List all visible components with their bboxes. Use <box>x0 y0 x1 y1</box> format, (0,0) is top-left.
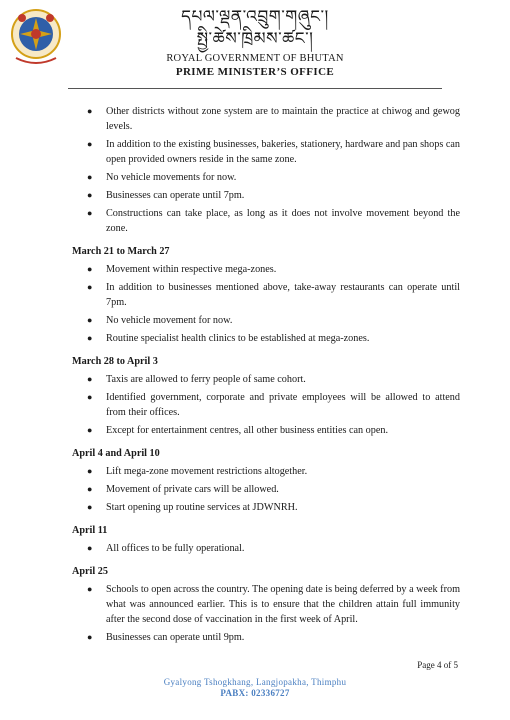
list-item: ● Schools to open across the country. The opening date is being deferred by a week from what was announced earlier. This is to ensure that the children attain full immunity after the second dose of vaccination in the first week of April. <box>87 584 460 625</box>
header-divider <box>68 88 442 89</box>
list-item: ● No vehicle movement for now. <box>87 315 233 326</box>
list-item: ● Businesses can operate until 7pm. <box>87 190 245 201</box>
bullet-dot: ● <box>87 172 93 182</box>
bullet-dot: ● <box>87 632 93 642</box>
document-body <box>72 104 460 648</box>
footer-address: Gyalyong Tshogkhang, Langjopakha, Thimphu <box>163 677 347 687</box>
bullet-dot: ● <box>87 392 93 402</box>
section-list <box>72 262 460 346</box>
bullet-dot: ● <box>87 374 93 384</box>
list-item: ● Identified government, corporate and private employees will be allowed to attend from their offices. <box>87 392 460 418</box>
government-name: ROYAL GOVERNMENT OF BHUTAN <box>166 53 344 64</box>
list-item: ● In addition to businesses mentioned above, take-away restaurants can operate until 7pm. <box>87 282 460 308</box>
bullet-dot: ● <box>87 315 93 325</box>
list-item: ● Routine specialist health clinics to be established at mega-zones. <box>87 333 370 344</box>
bullet-dot: ● <box>87 106 93 116</box>
section-title: March 28 to April 3 <box>72 356 158 367</box>
section-title: April 25 <box>72 566 108 577</box>
bullet-dot: ● <box>87 190 93 200</box>
section-title: April 11 <box>72 525 108 536</box>
bullet-dot: ● <box>87 264 93 274</box>
list-item: ● Movement within respective mega-zones. <box>87 264 277 275</box>
footer <box>0 677 510 699</box>
section-list <box>72 372 460 438</box>
bullet-dot: ● <box>87 333 93 343</box>
section-list <box>72 464 460 515</box>
bullet-dot: ● <box>87 584 93 594</box>
section-list <box>72 541 460 556</box>
section-list <box>72 582 460 645</box>
bullet-dot: ● <box>87 466 93 476</box>
section-title: April 4 and April 10 <box>72 448 160 459</box>
list-item: ● Constructions can take place, as long as it does not involve movement beyond the zone. <box>87 208 460 234</box>
dzongkha-subtitle: སྤྱི་ཚེས་ཁྲིམས་ཚང་། <box>196 29 314 49</box>
list-item: ● Movement of private cars will be allowed. <box>87 484 279 495</box>
section-title: March 21 to March 27 <box>72 246 170 257</box>
list-item: ● Other districts without zone system are to maintain the practice at chiwog and gewog levels. <box>87 106 460 132</box>
intro-list <box>72 104 460 236</box>
bullet-dot: ● <box>87 543 93 553</box>
bullet-dot: ● <box>87 208 93 218</box>
bullet-dot: ● <box>87 425 93 435</box>
list-item: ● All offices to be fully operational. <box>87 543 245 554</box>
letterhead <box>0 6 510 79</box>
office-name: PRIME MINISTER’S OFFICE <box>175 66 335 78</box>
bullet-dot: ● <box>87 282 93 292</box>
page-number: Page 4 of 5 <box>417 660 458 670</box>
list-item: ● Except for entertainment centres, all other business entities can open. <box>87 425 389 436</box>
list-item: ● In addition to the existing businesses, bakeries, stationery, hardware and pan shops can open provided owners reside in the same zone. <box>87 139 460 165</box>
bullet-dot: ● <box>87 502 93 512</box>
list-item: ● Taxis are allowed to ferry people of same cohort. <box>87 374 306 385</box>
list-item: ● Businesses can operate until 9pm. <box>87 632 245 643</box>
bullet-dot: ● <box>87 484 93 494</box>
footer-phone: PABX: 02336727 <box>220 688 290 698</box>
list-item: ● No vehicle movements for now. <box>87 172 237 183</box>
list-item: ● Start opening up routine services at JDWNRH. <box>87 502 298 513</box>
list-item: ● Lift mega-zone movement restrictions altogether. <box>87 466 308 477</box>
bullet-dot: ● <box>87 139 93 149</box>
dzongkha-title: དཔལ་ལྡན་འབྲུག་གཞུང་། <box>181 7 329 27</box>
